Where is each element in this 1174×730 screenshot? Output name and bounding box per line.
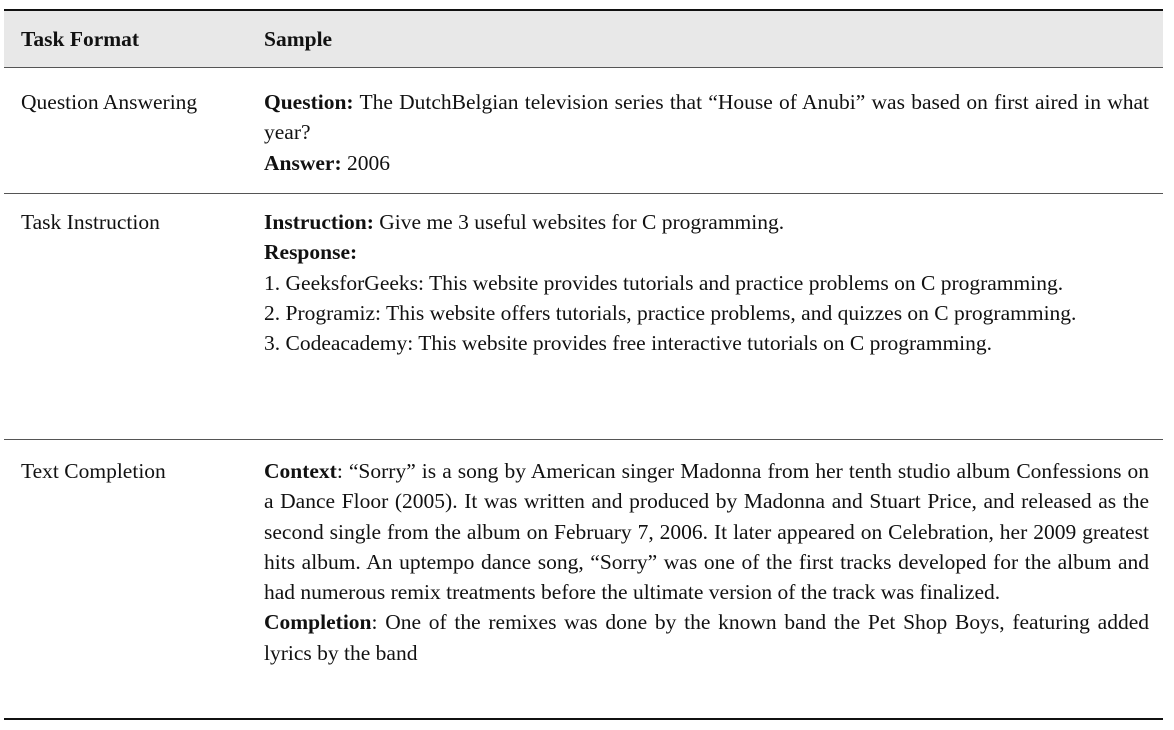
question-line [264, 87, 1149, 148]
instruction-line [264, 207, 1149, 237]
context-label: Context [264, 459, 337, 483]
table-row [4, 440, 1163, 718]
response-item: 1. GeeksforGeeks: This website provides tutorials and practice problems on C programming. [264, 270, 1064, 295]
table-header [4, 11, 1163, 68]
context-paragraph [264, 456, 1149, 607]
answer-line [264, 148, 1149, 178]
question-label: Question: [264, 90, 354, 114]
context-text: : “Sorry” is a song by American singer Madonna from her tenth studio album Confessions on a Dance Floor (2005). It was written and produced by Madonna and Stuart Price, and released as the second single from the album on February 7, 2006. It later appeared on Celebration, her 2009 greatest hits album. An uptempo dance song, “Sorry” was one of the first tracks developed for the album and had numerous remix treatments before the ultimate version of the track was finalized. [264, 459, 1149, 605]
instruction-label: Instruction: [264, 210, 374, 234]
sample-cell [248, 87, 1163, 193]
header-sample: Sample [264, 26, 333, 51]
task-format-cell: Question Answering [21, 90, 198, 114]
answer-text: 2006 [347, 150, 390, 175]
task-format-cell: Task Instruction [21, 210, 160, 234]
response-label-line [264, 237, 1149, 267]
table-row [4, 68, 1163, 194]
response-item: 3. Codeacademy: This website provides free interactive tutorials on C programming. [264, 331, 993, 356]
sample-cell [248, 456, 1163, 718]
sample-cell [248, 207, 1163, 439]
instruction-text: Give me 3 useful websites for C programming. [379, 210, 785, 234]
completion-paragraph [264, 607, 1149, 668]
response-label: Response: [264, 240, 358, 265]
answer-label: Answer: [264, 150, 342, 175]
completion-label: Completion [264, 610, 372, 635]
task-format-cell: Text Completion [21, 459, 166, 483]
completion-text: : One of the remixes was done by the known band the Pet Shop Boys, featuring added lyrics by the band [264, 610, 1149, 665]
table-row [4, 194, 1163, 440]
response-item: 2. Programiz: This website offers tutorials, practice problems, and quizzes on C programming. [264, 300, 1077, 325]
task-format-table [4, 9, 1163, 720]
question-text: The DutchBelgian television series that “House of Anubi” was based on first aired in what year? [264, 90, 1149, 145]
header-task-format: Task Format [21, 26, 140, 51]
